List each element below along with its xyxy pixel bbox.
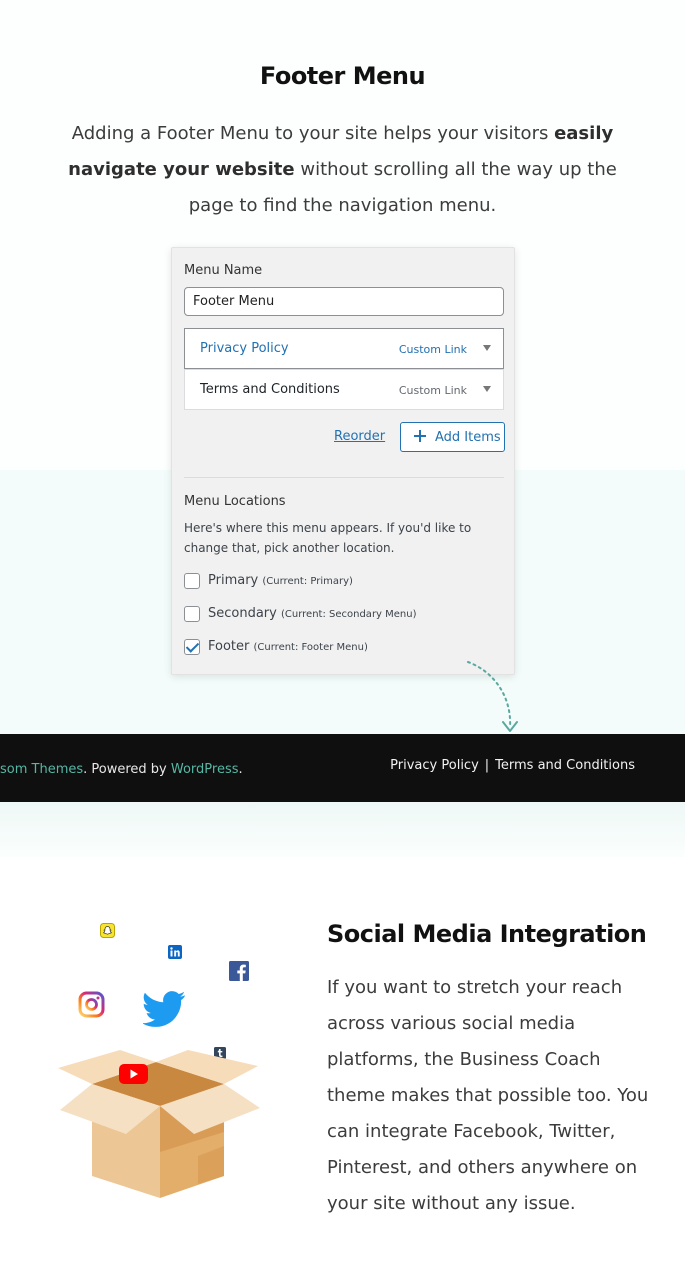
- menu-item-type: Custom Link: [398, 343, 467, 356]
- site-footer-bar: [0, 734, 685, 802]
- menu-editor-card: [171, 247, 515, 675]
- footer-menu-links: [390, 758, 635, 773]
- divider: [184, 477, 504, 478]
- open-box-illustration: [56, 1048, 262, 1208]
- footer-link-separator: |: [484, 758, 490, 773]
- location-secondary-label: Secondary (Current: Secondary Menu): [208, 606, 417, 621]
- add-items-button[interactable]: [400, 422, 505, 452]
- footer-menu-description: Adding a Footer Menu to your site helps your visitors easily navigate your website without scrolling all the way up the page to find the navigation menu.: [68, 123, 617, 216]
- social-media-title: Social Media Integration: [327, 920, 647, 948]
- location-primary-checkbox[interactable]: [184, 573, 200, 589]
- instagram-icon: [78, 991, 105, 1018]
- location-primary-label: Primary (Current: Primary): [208, 573, 353, 588]
- footer-menu-title: Footer Menu: [259, 62, 426, 90]
- menu-locations-help: Here's where this menu appears. If you'd like to change that, pick another location.: [184, 521, 472, 555]
- wordpress-link[interactable]: WordPress: [170, 762, 239, 777]
- section-background-fade: [0, 802, 685, 857]
- snapchat-icon: [100, 923, 115, 938]
- menu-item-privacy-policy[interactable]: [184, 328, 504, 369]
- twitter-icon: [143, 991, 186, 1027]
- menu-item-terms-and-conditions[interactable]: [184, 369, 504, 410]
- footer-link-terms[interactable]: Terms and Conditions: [495, 758, 635, 773]
- theme-credit-link[interactable]: som Themes: [0, 762, 84, 777]
- facebook-icon: [229, 961, 249, 981]
- menu-item-title: Privacy Policy: [200, 341, 289, 356]
- chevron-down-icon[interactable]: [483, 386, 491, 392]
- location-footer-label: Footer (Current: Footer Menu): [208, 639, 368, 654]
- menu-locations-label: Menu Locations: [184, 494, 286, 509]
- social-media-description: If you want to stretch your reach across various social media platforms, the Business Coach theme makes that possible too. You can integrate Facebook, Twitter, Pinterest, and others anywhere on your site without any issue.: [327, 977, 649, 1214]
- reorder-link[interactable]: Reorder: [334, 429, 386, 444]
- add-items-label: Add Items: [435, 430, 501, 445]
- menu-name-input[interactable]: Footer Menu: [184, 287, 504, 316]
- menu-item-title: Terms and Conditions: [200, 382, 340, 397]
- footer-credit: som Themes. Powered by WordPress.: [0, 762, 243, 777]
- dotted-arrow-icon: [460, 658, 530, 740]
- plus-icon: [413, 429, 427, 443]
- location-footer-checkbox[interactable]: [184, 639, 200, 655]
- menu-item-type: Custom Link: [398, 384, 467, 397]
- menu-name-label: Menu Name: [184, 263, 263, 278]
- linkedin-icon: [168, 945, 182, 959]
- youtube-icon: [119, 1064, 148, 1084]
- location-secondary-checkbox[interactable]: [184, 606, 200, 622]
- footer-link-privacy-policy[interactable]: Privacy Policy: [390, 758, 479, 773]
- chevron-down-icon[interactable]: [483, 345, 491, 351]
